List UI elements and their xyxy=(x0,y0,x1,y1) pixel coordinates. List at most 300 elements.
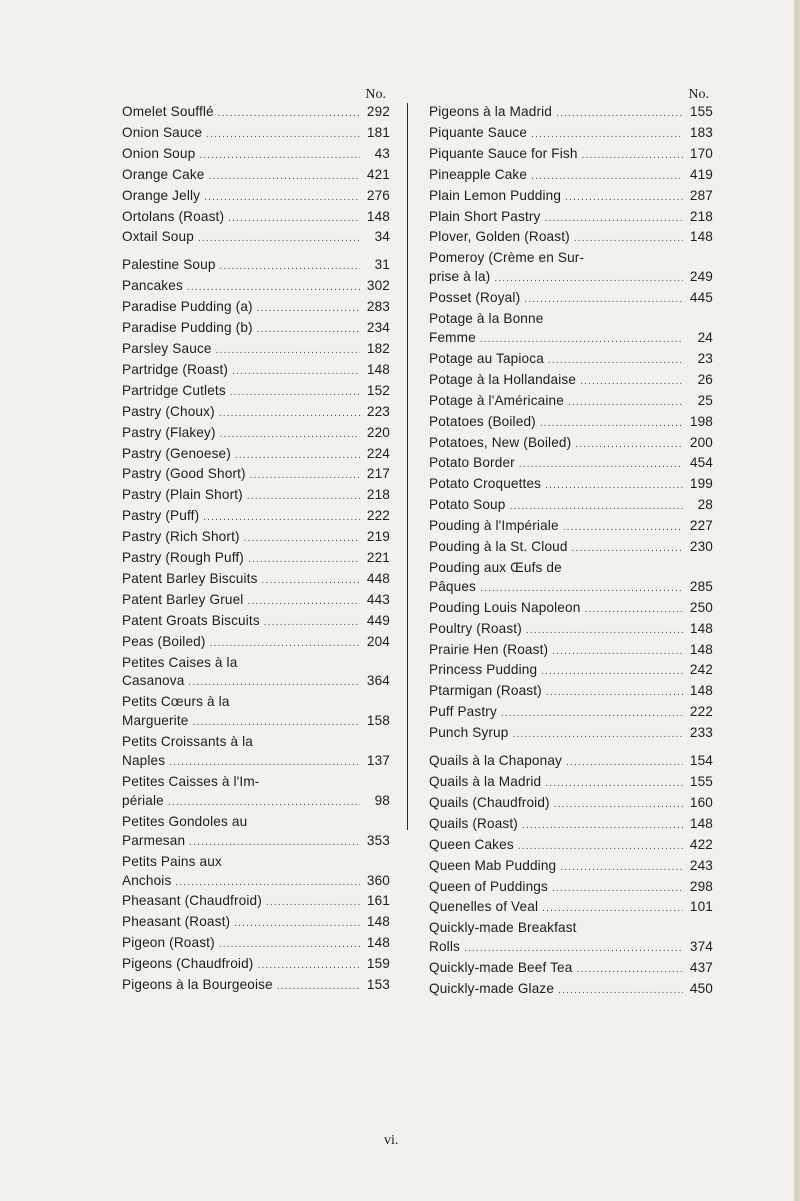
entry-name: Quickly-made Beef Tea xyxy=(429,960,573,976)
index-entry xyxy=(429,145,713,166)
entry-number: 230 xyxy=(689,539,713,555)
column-header-no: No. xyxy=(688,87,709,102)
index-entry xyxy=(429,898,713,919)
dot-leader xyxy=(494,270,683,289)
entry-line xyxy=(429,124,713,145)
entry-name: Quails (Chaudfroid) xyxy=(429,794,550,810)
index-entry xyxy=(122,733,390,773)
entry-number: 421 xyxy=(366,166,390,182)
entry-name: Potato Border xyxy=(429,455,515,471)
dot-leader xyxy=(168,794,360,813)
entry-name: Pastry (Puff) xyxy=(122,508,200,524)
entry-line xyxy=(122,361,390,382)
entry-name: Queen Mab Pudding xyxy=(429,857,557,873)
entry-name: Onion Sauce xyxy=(122,124,203,140)
entry-name: Patent Barley Gruel xyxy=(122,591,244,607)
entry-name: Queen of Puddings xyxy=(429,878,548,894)
entry-number: 450 xyxy=(689,981,713,997)
entry-name-continuation: Marguerite xyxy=(122,713,189,729)
entry-number: 43 xyxy=(374,145,390,161)
entry-number: 24 xyxy=(697,329,713,345)
entry-line xyxy=(122,465,390,486)
entry-line xyxy=(122,124,390,145)
index-entry xyxy=(122,103,390,124)
entry-line xyxy=(429,413,713,434)
entry-line xyxy=(122,892,390,913)
index-entry xyxy=(429,208,713,229)
dot-leader xyxy=(277,978,360,997)
entry-number: 242 xyxy=(689,662,713,678)
entry-line xyxy=(429,794,713,815)
entry-number: 34 xyxy=(374,229,390,245)
dot-leader xyxy=(584,601,683,620)
entry-number: 222 xyxy=(689,704,713,720)
dot-leader xyxy=(219,936,360,955)
dot-leader xyxy=(188,674,360,693)
dot-leader xyxy=(189,834,360,853)
entry-line xyxy=(429,517,713,538)
entry-line xyxy=(122,277,390,298)
entry-line xyxy=(122,633,390,654)
dot-leader xyxy=(220,258,360,277)
index-entry xyxy=(429,350,713,371)
dot-leader xyxy=(250,467,360,486)
entry-name: Pastry (Choux) xyxy=(122,403,215,419)
entry-line xyxy=(429,898,713,919)
entry-number: 250 xyxy=(689,599,713,615)
dot-leader xyxy=(526,622,683,641)
entry-name: Pigeons (Chaudfroid) xyxy=(122,956,254,972)
entry-line xyxy=(429,145,713,166)
dot-leader xyxy=(509,498,683,517)
entry-number: 25 xyxy=(697,392,713,408)
index-entry xyxy=(429,752,713,773)
entry-name: Pouding à la St. Cloud xyxy=(429,539,568,555)
entry-number: 422 xyxy=(689,836,713,852)
dot-leader xyxy=(464,940,683,959)
index-entry xyxy=(429,103,713,124)
entry-number: 152 xyxy=(366,382,390,398)
dot-leader xyxy=(576,961,683,980)
entry-number: 219 xyxy=(366,529,390,545)
entry-name: Petits Croissants à la xyxy=(122,734,253,750)
column-divider xyxy=(407,103,408,830)
entry-line xyxy=(429,475,713,496)
entry-number: 28 xyxy=(697,497,713,513)
entry-line xyxy=(429,350,713,371)
entry-line xyxy=(122,298,390,319)
index-entry xyxy=(429,228,713,249)
entry-name: Potato Croquettes xyxy=(429,476,542,492)
index-entry xyxy=(429,413,713,434)
entry-number: 419 xyxy=(689,166,713,182)
entry-name: Patent Barley Biscuits xyxy=(122,570,258,586)
entry-line xyxy=(122,424,390,445)
dot-leader xyxy=(558,982,683,1001)
dot-leader xyxy=(580,373,683,392)
dot-leader xyxy=(531,168,683,187)
index-entry xyxy=(122,913,390,934)
dot-leader xyxy=(560,859,683,878)
entry-line xyxy=(122,913,390,934)
index-entry xyxy=(429,682,713,703)
entry-number: 98 xyxy=(374,792,390,808)
entry-name: Plover, Golden (Roast) xyxy=(429,229,570,245)
entry-name: Punch Syrup xyxy=(429,725,509,741)
index-entry xyxy=(122,853,390,893)
index-entry xyxy=(122,208,390,229)
index-entry xyxy=(429,620,713,641)
section-gap xyxy=(429,745,713,752)
entry-line xyxy=(122,712,390,733)
column-header-no: No. xyxy=(365,87,386,102)
entry-line xyxy=(122,145,390,166)
entry-number: 199 xyxy=(689,476,713,492)
entry-name: Orange Jelly xyxy=(122,187,201,203)
index-entry xyxy=(429,538,713,559)
dot-leader xyxy=(257,300,360,319)
entry-number: 360 xyxy=(366,872,390,888)
entry-number: 353 xyxy=(366,832,390,848)
entry-name: Paradise Pudding (b) xyxy=(122,320,253,336)
dot-leader xyxy=(568,394,683,413)
index-entry xyxy=(122,976,390,997)
dot-leader xyxy=(216,342,360,361)
entry-number: 148 xyxy=(689,683,713,699)
entry-name: Queen Cakes xyxy=(429,836,514,852)
entry-number: 155 xyxy=(689,774,713,789)
entry-number: 148 xyxy=(366,361,390,377)
entry-number: 217 xyxy=(366,466,390,482)
entry-line xyxy=(122,976,390,997)
entry-number: 276 xyxy=(366,187,390,203)
dot-leader xyxy=(545,477,683,496)
entry-name-continuation: Naples xyxy=(122,753,166,769)
entry-line xyxy=(429,392,713,413)
index-entry xyxy=(429,124,713,145)
index-entry xyxy=(429,371,713,392)
index-entry xyxy=(122,654,390,694)
entry-name: Petites Caises à la xyxy=(122,654,238,670)
entry-number: 223 xyxy=(366,403,390,419)
entry-name: Onion Soup xyxy=(122,145,196,161)
entry-name: Piquante Sauce xyxy=(429,124,528,140)
entry-list-left xyxy=(122,103,390,997)
entry-number: 161 xyxy=(366,893,390,909)
dot-leader xyxy=(247,593,360,612)
index-entry xyxy=(122,403,390,424)
dot-leader xyxy=(234,915,360,934)
entry-number: 148 xyxy=(689,641,713,657)
index-entry xyxy=(122,507,390,528)
entry-name: Partridge Cutlets xyxy=(122,382,226,398)
index-entry xyxy=(429,980,713,1001)
entry-name: Potage au Tapioca xyxy=(429,350,544,366)
dot-leader xyxy=(220,426,360,445)
index-entry xyxy=(429,249,713,289)
entry-line xyxy=(122,319,390,340)
entry-number: 155 xyxy=(689,104,713,119)
entry-number: 302 xyxy=(366,278,390,294)
dot-leader xyxy=(169,754,360,773)
entry-line xyxy=(122,570,390,591)
dot-leader xyxy=(531,126,683,145)
index-entry xyxy=(429,517,713,538)
entry-name: Quickly-made Glaze xyxy=(429,981,555,997)
dot-leader xyxy=(522,817,683,836)
entry-number: 287 xyxy=(689,187,713,203)
index-entry xyxy=(122,549,390,570)
index-entry xyxy=(122,166,390,187)
entry-line xyxy=(122,549,390,570)
dot-leader xyxy=(540,415,683,434)
entry-name: Pheasant (Roast) xyxy=(122,914,231,930)
index-entry xyxy=(429,454,713,475)
dot-leader xyxy=(566,754,683,773)
entry-name: Pastry (Good Short) xyxy=(122,466,246,482)
index-entry xyxy=(122,187,390,208)
index-entry xyxy=(122,633,390,654)
index-entry xyxy=(429,836,713,857)
entry-name-continuation: périale xyxy=(122,792,164,808)
index-entry xyxy=(429,703,713,724)
entry-line xyxy=(429,538,713,559)
entry-number: 148 xyxy=(689,620,713,636)
entry-name: Plain Short Pastry xyxy=(429,208,541,224)
dot-leader xyxy=(572,540,683,559)
entry-name: Pigeon (Roast) xyxy=(122,935,215,951)
dot-leader xyxy=(247,488,360,507)
page-folio: vi. xyxy=(384,1133,399,1148)
entry-number: 437 xyxy=(689,960,713,976)
index-entry xyxy=(429,857,713,878)
index-entry xyxy=(122,486,390,507)
entry-name: Pouding Louis Napoleon xyxy=(429,599,581,615)
index-entry xyxy=(122,382,390,403)
entry-number: 200 xyxy=(689,434,713,450)
dot-leader xyxy=(545,775,683,794)
dot-leader xyxy=(248,551,360,570)
entry-number: 218 xyxy=(689,208,713,224)
entry-line xyxy=(429,103,713,124)
entry-number: 160 xyxy=(689,794,713,810)
dot-leader xyxy=(257,321,360,340)
dot-leader xyxy=(219,405,360,424)
entry-number: 221 xyxy=(366,550,390,566)
index-entry xyxy=(429,815,713,836)
dot-leader xyxy=(230,384,360,403)
entry-name: Poultry (Roast) xyxy=(429,620,522,636)
index-entry xyxy=(429,878,713,899)
entry-line xyxy=(429,454,713,475)
entry-name: Pouding aux Œufs de xyxy=(429,559,562,575)
entry-line xyxy=(429,752,713,773)
entry-name: Quails (Roast) xyxy=(429,815,518,831)
entry-number: 198 xyxy=(689,413,713,429)
entry-number: 249 xyxy=(689,269,713,285)
entry-name: Pastry (Rough Puff) xyxy=(122,550,244,566)
entry-line xyxy=(429,815,713,836)
entry-name: Pomeroy (Crème en Sur- xyxy=(429,250,585,266)
entry-line xyxy=(429,578,713,599)
entry-line xyxy=(429,289,713,310)
entry-name: Petites Gondoles au xyxy=(122,813,248,829)
index-entry xyxy=(429,166,713,187)
dot-leader xyxy=(244,530,360,549)
index-entry xyxy=(429,434,713,455)
dot-leader xyxy=(541,663,683,682)
entry-line xyxy=(122,103,390,124)
index-entry xyxy=(122,277,390,298)
entry-number: 234 xyxy=(366,320,390,336)
dot-leader xyxy=(210,635,360,654)
entry-line xyxy=(122,382,390,403)
entry-line xyxy=(429,620,713,641)
entry-name: Paradise Pudding (a) xyxy=(122,299,253,315)
dot-leader xyxy=(264,614,360,633)
index-entry xyxy=(429,794,713,815)
dot-leader xyxy=(563,519,683,538)
entry-number: 148 xyxy=(689,229,713,245)
dot-leader xyxy=(519,456,683,475)
entry-name: Petits Cœurs à la xyxy=(122,694,230,710)
dot-leader xyxy=(524,291,683,310)
entry-line xyxy=(429,878,713,899)
dot-leader xyxy=(518,838,683,857)
index-entry xyxy=(122,256,390,277)
entry-number: 158 xyxy=(366,713,390,729)
entry-number: 374 xyxy=(689,939,713,955)
entry-name: Patent Groats Biscuits xyxy=(122,612,260,628)
entry-name: Quails à la Madrid xyxy=(429,774,542,789)
dot-leader xyxy=(512,726,683,745)
entry-number: 153 xyxy=(366,977,390,993)
index-entry xyxy=(429,392,713,413)
entry-line xyxy=(122,340,390,361)
entry-number: 159 xyxy=(366,956,390,972)
entry-name: Piquante Sauce for Fish xyxy=(429,145,578,161)
entry-name: Potage à l'Américaine xyxy=(429,392,564,408)
dot-leader xyxy=(198,230,360,249)
entry-name: Pastry (Flakey) xyxy=(122,424,216,440)
entry-name: Pastry (Rich Short) xyxy=(122,529,240,545)
index-entry xyxy=(429,187,713,208)
entry-name: Pigeons à la Madrid xyxy=(429,104,552,119)
entry-number: 148 xyxy=(689,815,713,831)
entry-line xyxy=(429,938,713,959)
entry-line xyxy=(429,496,713,517)
entry-name: Quickly-made Breakfast xyxy=(429,920,577,936)
index-entry xyxy=(122,892,390,913)
entry-number: 183 xyxy=(689,124,713,140)
entry-number: 283 xyxy=(366,299,390,315)
dot-leader xyxy=(501,705,683,724)
entry-name: Pastry (Genoese) xyxy=(122,445,231,461)
entry-line xyxy=(429,166,713,187)
entry-name: Pancakes xyxy=(122,278,183,294)
entry-number: 148 xyxy=(366,914,390,930)
index-column-right xyxy=(429,86,713,1001)
dot-leader xyxy=(565,189,683,208)
index-entry xyxy=(122,298,390,319)
entry-name: Palestine Soup xyxy=(122,257,216,273)
entry-name-continuation: Anchois xyxy=(122,872,172,888)
dot-leader xyxy=(209,168,360,187)
entry-line xyxy=(122,792,390,813)
entry-name: Pouding à l'Impériale xyxy=(429,518,559,534)
entry-name: Pigeons à la Bourgeoise xyxy=(122,977,273,993)
entry-name: Orange Cake xyxy=(122,166,205,182)
index-entry xyxy=(429,289,713,310)
entry-number: 292 xyxy=(366,104,390,119)
entry-name: Potatoes (Boiled) xyxy=(429,413,536,429)
dot-leader xyxy=(480,580,683,599)
dot-leader xyxy=(204,189,360,208)
entry-line xyxy=(429,268,713,289)
dot-leader xyxy=(235,447,360,466)
entry-line xyxy=(122,486,390,507)
index-entry xyxy=(122,340,390,361)
index-entry xyxy=(429,641,713,662)
dot-leader xyxy=(548,352,683,371)
entry-name: Potato Soup xyxy=(429,497,506,513)
entry-name: Partridge (Roast) xyxy=(122,361,229,377)
entry-line xyxy=(122,445,390,466)
entry-line xyxy=(429,187,713,208)
entry-line xyxy=(429,371,713,392)
entry-number: 137 xyxy=(366,753,390,769)
dot-leader xyxy=(552,880,683,899)
entry-number: 285 xyxy=(689,578,713,594)
entry-number: 443 xyxy=(366,591,390,607)
entry-number: 182 xyxy=(366,340,390,356)
entry-name: Posset (Royal) xyxy=(429,290,521,306)
entry-line xyxy=(122,166,390,187)
index-entry xyxy=(122,228,390,249)
entry-name: Petites Caisses à l'Im- xyxy=(122,774,260,789)
index-entry xyxy=(122,955,390,976)
dot-leader xyxy=(545,210,684,229)
entry-name-continuation: Pâques xyxy=(429,578,477,594)
index-entry xyxy=(122,612,390,633)
index-entry xyxy=(429,475,713,496)
index-entry xyxy=(122,570,390,591)
entry-number: 454 xyxy=(689,455,713,471)
entry-number: 170 xyxy=(689,145,713,161)
dot-leader xyxy=(192,714,360,733)
entry-number: 222 xyxy=(366,508,390,524)
index-entry xyxy=(429,959,713,980)
section-gap xyxy=(122,249,390,256)
entry-number: 218 xyxy=(366,487,390,503)
entry-line xyxy=(122,228,390,249)
entry-line xyxy=(429,682,713,703)
entry-line xyxy=(122,507,390,528)
dot-leader xyxy=(552,643,683,662)
index-entry xyxy=(122,591,390,612)
entry-line xyxy=(429,980,713,1001)
entry-line xyxy=(429,959,713,980)
index-entry xyxy=(429,773,713,794)
entry-name-continuation: prise à la) xyxy=(429,269,491,285)
entry-name: Princess Pudding xyxy=(429,662,538,678)
dot-leader xyxy=(203,509,360,528)
dot-leader xyxy=(175,874,360,893)
entry-name: Oxtail Soup xyxy=(122,229,194,245)
entry-name: Petits Pains aux xyxy=(122,853,222,869)
index-entry xyxy=(429,724,713,745)
entry-number: 148 xyxy=(366,208,390,224)
